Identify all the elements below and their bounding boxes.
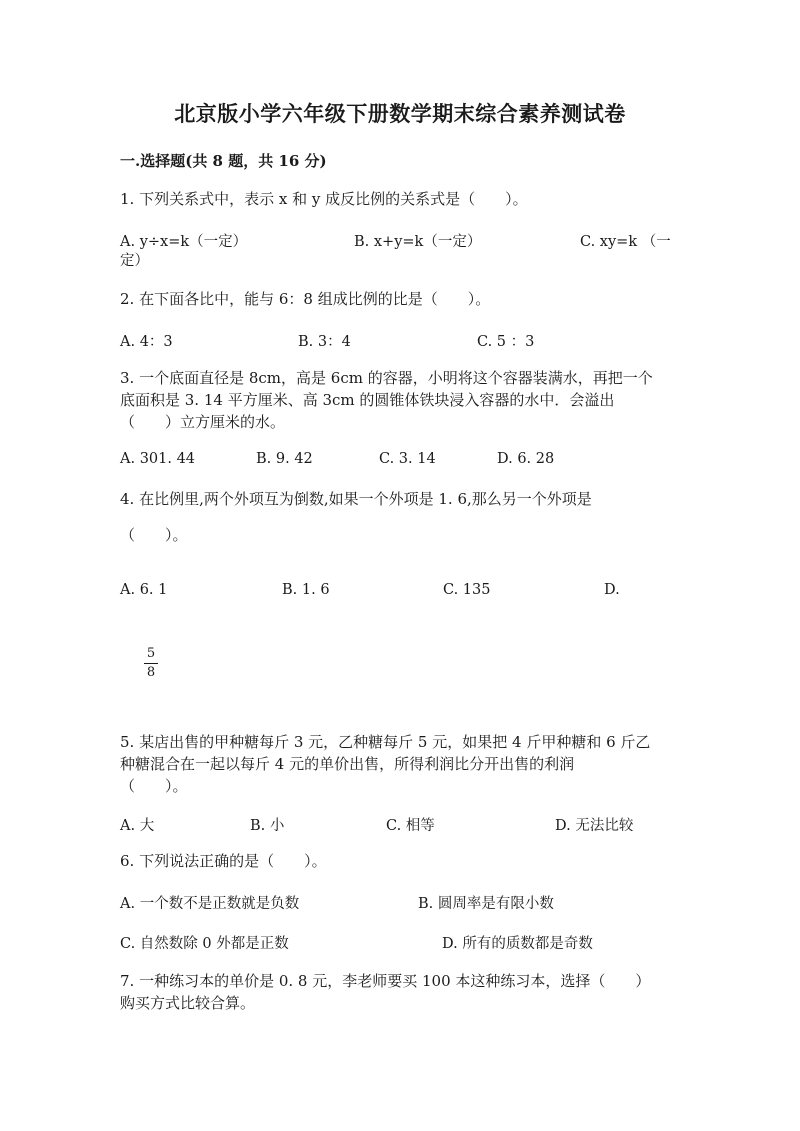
question-1-option-b: B. x+y=k（一定）	[354, 234, 482, 250]
question-5-line-1: 5. 某店出售的甲种糖每斤 3 元，乙种糖每斤 5 元，如果把 4 斤甲种糖和 6 斤乙	[120, 733, 651, 751]
question-7-line-2: 购买方式比较合算。	[120, 994, 256, 1012]
question-5-option-b: B. 小	[250, 818, 285, 834]
question-2-option-b: B. 3：4	[298, 334, 351, 350]
question-1-option-a: A. y÷x=k（一定）	[120, 234, 248, 250]
question-2-stem: 2. 在下面各比中，能与 6：8 组成比例的比是（ ）。	[120, 290, 491, 308]
question-3-line-3: （ ）立方厘米的水。	[120, 413, 286, 431]
question-3-option-a: A. 301. 44	[120, 451, 196, 467]
question-4-option-b: B. 1. 6	[282, 582, 330, 598]
question-6-option-b: B. 圆周率是有限小数	[418, 896, 554, 912]
question-5-option-a: A. 大	[120, 818, 155, 834]
question-4-option-c: C. 135	[443, 582, 491, 598]
question-6-stem: 6. 下列说法正确的是（ ）。	[120, 852, 327, 870]
question-4-line-1: 4. 在比例里,两个外项互为倒数,如果一个外项是 1. 6,那么另一个外项是	[120, 490, 592, 508]
question-7-line-1: 7. 一种练习本的单价是 0. 8 元，李老师要买 100 本这种练习本，选择（ ）	[120, 972, 651, 990]
question-4-option-a: A. 6. 1	[120, 582, 168, 598]
question-1-option-c-wrap: 定）	[120, 253, 149, 269]
question-2-option-c: C. 5 ：3	[477, 334, 535, 350]
question-5-option-c: C. 相等	[386, 818, 435, 834]
question-6-option-d: D. 所有的质数都是奇数	[442, 936, 593, 952]
fraction-numerator: 5	[146, 646, 156, 661]
question-4-line-2: （ ）。	[120, 526, 188, 544]
question-5-line-3: （ ）。	[120, 777, 188, 795]
question-6-option-a: A. 一个数不是正数就是负数	[120, 896, 300, 912]
question-1-option-c: C. xy=k （一	[580, 234, 671, 250]
question-3-line-2: 底面积是 3. 14 平方厘米、高 3cm 的圆锥体铁块浸入容器的水中．会溢出	[120, 391, 615, 409]
question-5-option-d: D. 无法比较	[555, 818, 634, 834]
fraction-bar	[144, 663, 158, 664]
question-3-option-b: B. 9. 42	[256, 451, 313, 467]
section-heading: 一.选择题(共 8 题，共 16 分)	[120, 152, 327, 170]
question-1-stem: 1. 下列关系式中，表示 x 和 y 成反比例的关系式是（ ）。	[120, 190, 528, 208]
question-3-option-d: D. 6. 28	[497, 451, 555, 467]
question-3-line-1: 3. 一个底面直径是 8cm，高是 6cm 的容器，小明将这个容器装满水，再把一个	[120, 369, 653, 387]
question-4-option-d: D.	[604, 582, 620, 598]
question-3-option-c: C. 3. 14	[379, 451, 436, 467]
fraction-denominator: 8	[146, 665, 156, 680]
question-6-option-c: C. 自然数除 0 外都是正数	[120, 936, 289, 952]
question-4-fraction	[144, 646, 158, 681]
page-title: 北京版小学六年级下册数学期末综合素养测试卷	[174, 101, 626, 126]
question-2-option-a: A. 4：3	[120, 334, 173, 350]
question-5-line-2: 种糖混合在一起以每斤 4 元的单价出售，所得利润比分开出售的利润	[120, 755, 575, 773]
